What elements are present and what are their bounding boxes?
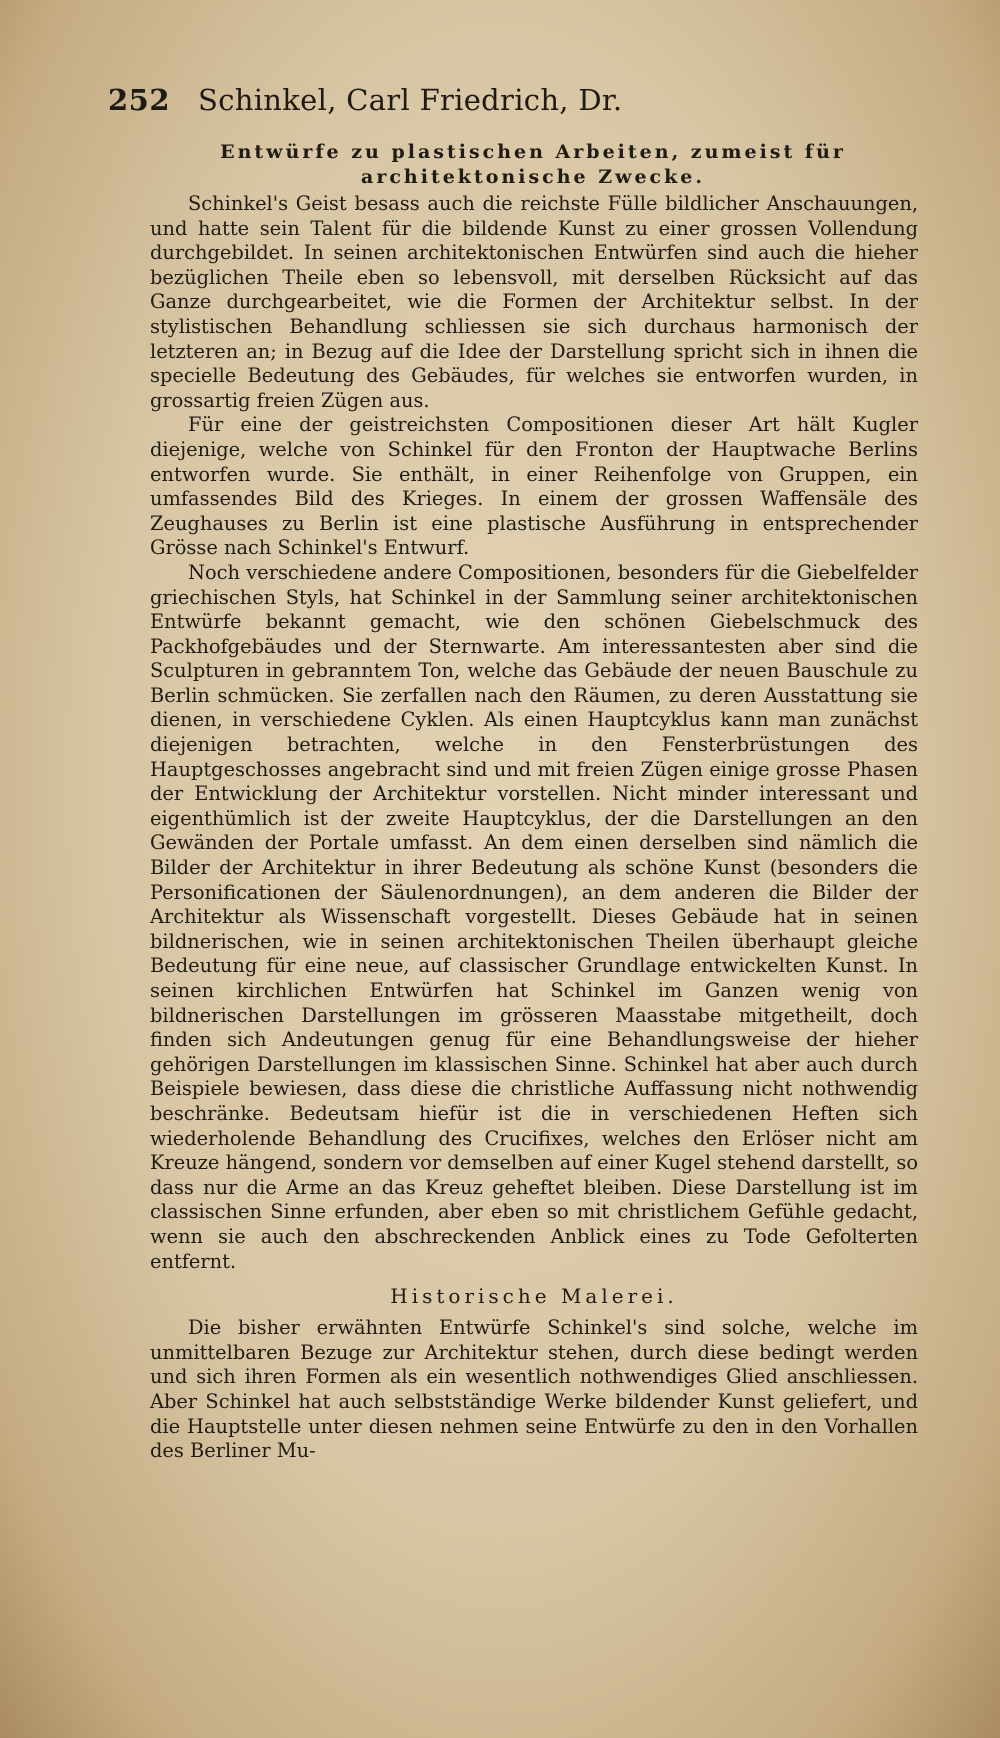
section-heading-historical-painting: Historische Malerei. — [390, 1284, 678, 1309]
page-number: 252 — [108, 83, 171, 117]
text-body — [150, 140, 918, 1464]
running-title: Schinkel, Carl Friedrich, Dr. — [198, 83, 623, 117]
paragraph: Noch verschiedene andere Compositionen, besonders für die Giebelfelder griechischen Styls, hat Schinkel in der Sammlung seiner architektonischen Entwürfe bekannt gemacht, wie den schönen Giebelschmuck des Packhofgebäudes und der Sternwarte. Am interessantesten aber sind die Sculpturen in gebranntem Ton, welche das Gebäude der neuen Bauschule zu Berlin schmücken. Sie zerfallen nach den Räumen, zu deren Ausstattung sie dienen, in verschiedene Cyklen. Als einen Hauptcyklus kann man zunächst diejenigen betrachten, welche in den Fensterbrüstungen des Hauptgeschosses angebracht sind und mit freien Zügen einige grosse Phasen der Entwicklung der Architektur vorstellen. Nicht minder interessant und eigenthümlich ist der zweite Hauptcyklus, der die Darstellungen an den Gewänden der Portale umfasst. An dem einen derselben sind nämlich die Bilder der Architektur in ihrer Bedeutung als schöne Kunst (besonders die Personificationen der Säulenordnungen), an dem anderen die Bilder der Architektur als Wissenschaft vorgestellt. Dieses Gebäude hat in seinen bildnerischen, wie in seinen architektonischen Theilen überhaupt gleiche Bedeutung für eine neue, auf classischer Grundlage entwickelten Kunst. In seinen kirchlichen Entwürfen hat Schinkel im Ganzen wenig von bildnerischen Darstellungen im grösseren Maasstabe mitgetheilt, doch finden sich Andeutungen genug für eine Behandlungsweise der hieher gehörigen Darstellungen im klassischen Sinne. Schinkel hat aber auch durch Beispiele bewiesen, dass diese die christliche Auffassung nicht nothwendig beschränke. Bedeutsam hiefür ist die in verschiedenen Heften sich wiederholende Behandlung des Crucifixes, welches den Erlöser nicht am Kreuze hängend, sondern vor demselben auf einer Kugel stehend darstellt, so dass nur die Arme an das Kreuz geheftet bleiben. Diese Darstellung ist im classischen Sinne erfunden, aber eben so mit christlichem Gefühle gedacht, wenn sie auch den abschreckenden Anblick eines zu Tode Gefolterten entfernt. — [150, 560, 918, 1273]
section-heading-plastic-works: Entwürfe zu plastischen Arbeiten, zumeist für architektonische Zwecke. — [220, 141, 846, 188]
paragraph: Für eine der geistreichsten Compositionen dieser Art hält Kugler diejenige, welche von Schinkel für den Fronton der Hauptwache Berlins entworfen wurde. Sie enthält, in einer Reihenfolge von Gruppen, ein umfassendes Bild des Krieges. In einem der grossen Waffensäle des Zeughauses zu Berlin ist eine plastische Ausführung in entsprechender Grösse nach Schinkel's Entwurf. — [150, 413, 918, 560]
paragraph: Schinkel's Geist besass auch die reichste Fülle bildlicher Anschauungen, und hatte sein Talent für die bildende Kunst zu einer grossen Vollendung durchgebildet. In seinen architektonischen Entwürfen sind auch die hieher bezüglichen Theile eben so lebensvoll, mit derselben Rücksicht auf das Ganze durchgearbeitet, wie die Formen der Architektur selbst. In der stylistischen Behandlung schliessen sie sich durchaus harmonisch der letzteren an; in Bezug auf die Idee der Darstellung spricht sich in ihnen die specielle Bedeutung des Gebäudes, für welches sie entworfen wurden, in grossartig freien Zügen aus. — [150, 192, 918, 412]
running-header — [108, 80, 908, 120]
paragraph: Die bisher erwähnten Entwürfe Schinkel's sind solche, welche im unmittelbaren Bezuge zur Architektur stehen, durch diese bedingt werden und sich ihren Formen als ein wesentlich nothwendiges Glied anschliessen. Aber Schinkel hat auch selbstständige Werke bildender Kunst geliefert, und die Hauptstelle unter diesen nehmen seine Entwürfe zu den in den Vorhallen des Berliner Mu- — [150, 1316, 918, 1463]
